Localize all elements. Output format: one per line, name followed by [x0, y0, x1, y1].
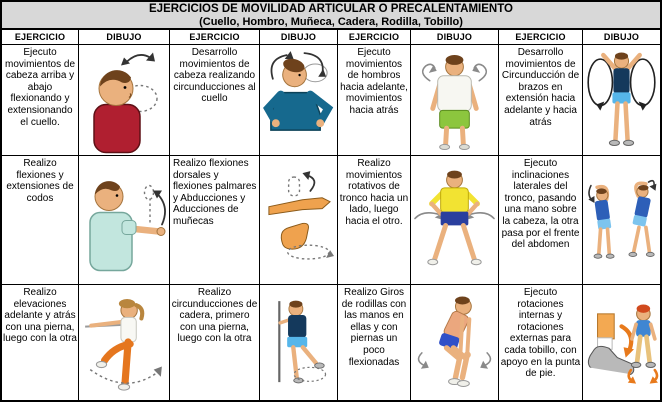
leg-elevation-drawing	[80, 286, 168, 399]
page-subtitle: (Cuello, Hombro, Muñeca, Cadera, Rodilla, Tobillo)	[199, 15, 463, 28]
drawing-cell	[411, 285, 499, 400]
drawing-cell	[260, 45, 338, 156]
exercise-text-cell: Realizo circunducciones de cadera, primero con una pierna, luego con la otra	[170, 285, 260, 400]
exercise-text-cell: Ejecuto rotaciones internas y rotaciones externas para cada tobillo, con apoyo en la punta de pie.	[499, 285, 583, 400]
column-header-ejercicio-4: EJERCICIO	[499, 30, 583, 45]
neck-flexion-extension-drawing	[80, 46, 168, 154]
ankle-rotation-drawing	[584, 286, 659, 399]
exercise-text-cell: Realizo movimientos rotativos de tronco hacia un lado, luego hacia el otro.	[338, 156, 411, 285]
exercise-text-cell: Ejecuto inclinaciones laterales del tronco, pasando una mano sobre la cabeza, la otra pasa por el frente del abdomen	[499, 156, 583, 285]
drawing-cell	[583, 156, 660, 285]
drawing-cell	[583, 285, 660, 400]
exercise-text-cell: Desarrollo movimientos de cabeza realizando circunducciones al cuello	[170, 45, 260, 156]
drawing-cell	[260, 156, 338, 285]
exercise-text-cell: Ejecuto movimientos de hombros hacia adelante, movimientos hacia atrás	[338, 45, 411, 156]
exercise-text-cell: Realizo Giros de rodillas con las manos en ellas y con piernas un poco flexionadas	[338, 285, 411, 400]
table-title-band	[2, 2, 660, 30]
exercise-text-cell: Desarrollo movimientos de Circunducción de brazos en extensión hacia adelante y hacia atrás	[499, 45, 583, 156]
knee-circles-drawing	[412, 286, 497, 399]
wrist-flexions-abductions-drawing	[261, 157, 336, 283]
drawing-cell	[79, 45, 170, 156]
drawing-cell	[79, 156, 170, 285]
exercise-text-cell: Ejecuto movimientos de cabeza arriba y abajo flexionando y extensionando el cuello.	[2, 45, 79, 156]
column-header-dibujo-3: DIBUJO	[411, 30, 499, 45]
shoulder-forward-backward-drawing	[412, 46, 497, 154]
elbow-flexion-extension-drawing	[80, 157, 168, 283]
drawing-cell	[79, 285, 170, 400]
page-title: EJERCICIOS DE MOVILIDAD ARTICULAR O PRECALENTAMIENTO	[149, 2, 513, 15]
column-header-ejercicio-3: EJERCICIO	[338, 30, 411, 45]
exercise-grid	[2, 30, 660, 400]
exercise-text-cell: Realizo flexiones dorsales y flexiones palmares y Abducciones y Aducciones de muñecas	[170, 156, 260, 285]
trunk-lateral-bend-drawing	[584, 157, 659, 283]
column-header-ejercicio-1: EJERCICIO	[2, 30, 79, 45]
hip-circumduction-drawing	[261, 286, 336, 399]
column-header-ejercicio-2: EJERCICIO	[170, 30, 260, 45]
drawing-cell	[260, 285, 338, 400]
drawing-cell	[583, 45, 660, 156]
neck-circumduction-drawing	[261, 46, 336, 154]
exercise-text-cell: Realizo flexiones y extensiones de codos	[2, 156, 79, 285]
column-header-dibujo-1: DIBUJO	[79, 30, 170, 45]
drawing-cell	[411, 45, 499, 156]
column-header-dibujo-2: DIBUJO	[260, 30, 338, 45]
trunk-rotation-drawing	[412, 157, 497, 283]
exercise-text-cell: Realizo elevaciones adelante y atrás con una pierna, luego con la otra	[2, 285, 79, 400]
column-header-dibujo-4: DIBUJO	[583, 30, 660, 45]
drawing-cell	[411, 156, 499, 285]
arm-circumduction-drawing	[584, 46, 659, 154]
